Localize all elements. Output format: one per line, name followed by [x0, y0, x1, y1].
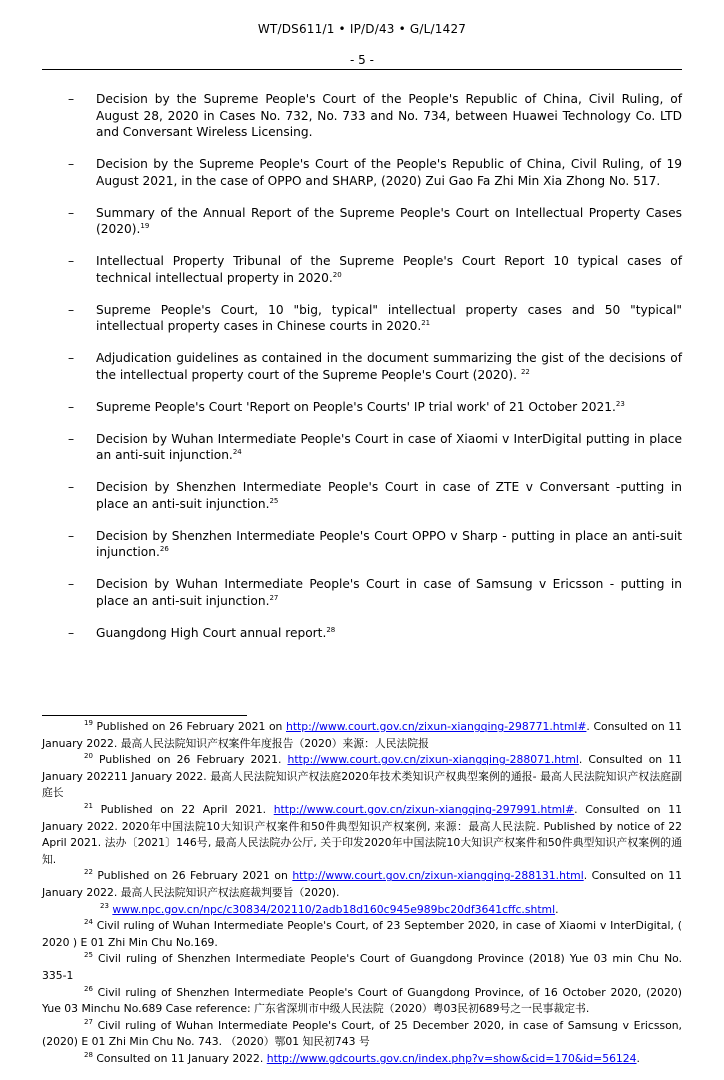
list-item — [68, 479, 682, 512]
footnote — [42, 918, 682, 951]
list-item — [68, 91, 682, 141]
list-item-text: Decision by the Supreme People's Court of the People's Republic of China, Civil Ruling, of 19 August 2021, in the case of OPPO and SHARP, (2020) Zui Gao Fa Zhi Min Xia Zhong No. 517. — [96, 157, 682, 188]
footnote-text: . — [636, 1051, 640, 1065]
bullet-dash: – — [68, 431, 75, 446]
bullet-dash: – — [68, 254, 75, 268]
list-item — [68, 431, 682, 464]
footnote-number: 21 — [84, 801, 93, 810]
footnote-text: Published on 26 February 2021 on — [92, 869, 293, 883]
footnote-text: Consulted on 11 January 2022. — [92, 1051, 267, 1065]
list-item-text: Decision by Shenzhen Intermediate People's Court in case of ZTE v Conversant -putting in place an anti-suit injunction. — [96, 480, 682, 511]
bullet-dash: – — [68, 528, 75, 543]
footnote — [42, 868, 682, 901]
footnote-ref[interactable]: 25 — [269, 496, 279, 505]
list-item-text: Decision by Wuhan Intermediate People's Court in case of Xiaomi v InterDigital putting in place an anti-suit injunction. — [96, 431, 682, 462]
footnote-ref[interactable]: 28 — [326, 625, 336, 634]
footnote-text: . Consulted on 11 January 2022. 最高人民法院知识产权案件年度报告（2020）来源：人民法院报 — [42, 720, 682, 750]
footnote-number: 22 — [84, 868, 93, 877]
list-item-text: Guangdong High Court annual report. — [96, 625, 327, 640]
bullet-dash: – — [68, 92, 75, 106]
header-divider — [42, 69, 682, 70]
list-item-text: Decision by Wuhan Intermediate People's Court in case of Samsung v Ericsson - putting in place an anti-suit injunction. — [96, 577, 682, 608]
footnote-ref[interactable]: 23 — [615, 399, 625, 408]
footnote — [42, 951, 682, 984]
footnote-ref[interactable]: 19 — [140, 222, 150, 230]
footnote-number: 26 — [84, 984, 93, 993]
footnote-ref[interactable]: 22 — [520, 367, 530, 376]
footnote-ref[interactable]: 27 — [269, 593, 279, 602]
bullet-dash: – — [68, 625, 75, 640]
footnote-link[interactable]: http://www.gdcourts.gov.cn/index.php?v=show&cid=170&id=56124 — [266, 1051, 637, 1065]
list-item — [68, 399, 682, 416]
footnote-link[interactable]: http://www.court.gov.cn/zixun-xiangqing-288071.html — [287, 753, 579, 767]
list-item-text: Decision by Shenzhen Intermediate People's Court OPPO v Sharp - putting in place an anti-suit injunction. — [96, 528, 682, 559]
list-item — [68, 205, 682, 238]
footnote-text: Civil ruling of Wuhan Intermediate People's Court, of 23 September 2020, in case of Xiaomi v InterDigital, ( 2020 ) E 01 Zhi Min Chu No.169. — [42, 919, 682, 949]
list-item — [68, 156, 682, 189]
document-reference: WT/DS611/1 • IP/D/43 • G/L/1427 — [257, 22, 467, 36]
list-item — [68, 350, 682, 383]
footnote-number: 28 — [84, 1050, 93, 1059]
footnote-link[interactable]: http://www.court.gov.cn/zixun-xiangqing-288131.html — [292, 869, 584, 883]
list-item-text: Decision by the Supreme People's Court of the People's Republic of China, Civil Ruling, of August 28, 2020 in Cases No. 732, No. 733 and No. 734, between Huawei Technology Co. LTD and Conversant Wireless Licensing. — [96, 92, 682, 139]
footnote-number: 23 — [100, 901, 109, 910]
footnote — [42, 719, 682, 752]
footnote-text: Published on 22 April 2021. — [92, 802, 274, 816]
bullet-dash: – — [68, 577, 75, 591]
footnote-text: Civil ruling of Shenzhen Intermediate People's Court of Guangdong Province, of 16 October 2020, (2020) Yue 03 Minchu No.689 Case reference: 广东省深圳市中级人民法院（2020）粤03民初689号之一民事裁定书. — [42, 985, 682, 1016]
footnote-text: . Consulted on 11 January 202211 January 2022. 最高人民法院知识产权法庭2020年技术类知识产权典型案例的通报- 最高人民法院知识产权法庭副庭长 — [42, 753, 682, 800]
bullet-dash: – — [68, 351, 75, 365]
footnote — [42, 1018, 682, 1051]
footnote-separator — [42, 715, 247, 716]
bullet-dash: – — [68, 205, 75, 220]
footnote-number: 25 — [84, 951, 93, 960]
footnote-ref[interactable]: 26 — [159, 545, 169, 553]
list-item-text: Intellectual Property Tribunal of the Supreme People's Court Report 10 typical cases of technical intellectual property in 2020. — [96, 254, 682, 285]
list-item — [68, 576, 682, 609]
bullet-dash: – — [68, 480, 75, 494]
list-item-text: Supreme People's Court, 10 "big, typical" intellectual property cases and 50 "typical" intellectual property cases in Chinese courts in 2020. — [96, 302, 682, 333]
footnote — [42, 752, 682, 802]
footnotes-section — [42, 719, 682, 1067]
footnote-text: Civil ruling of Wuhan Intermediate People's Court, of 25 December 2020, in case of Samsung v Ericsson, (2020) E 01 Zhi Min Chu No. 743. （2020）鄂01 知民初743 号 — [42, 1018, 682, 1049]
footnote-text: Published on 26 February 2021. — [92, 753, 288, 767]
footnote — [42, 985, 682, 1018]
list-item — [68, 302, 682, 335]
bullet-dash: – — [68, 157, 75, 171]
footnote-number: 24 — [84, 918, 93, 927]
decision-list — [68, 91, 682, 657]
footnote-number: 20 — [84, 752, 93, 761]
footnote-link[interactable]: www.npc.gov.cn/npc/c30834/202110/2adb18d160c945e989bc20df3641cffc.shtml — [112, 902, 556, 916]
footnote — [42, 1051, 682, 1068]
page-number: - 5 - — [350, 53, 374, 67]
list-item-text: Supreme People's Court 'Report on People's Courts' IP trial work' of 21 October 2021. — [96, 399, 616, 414]
footnote — [42, 802, 682, 868]
footnote-link[interactable]: http://www.court.gov.cn/zixun-xiangqing-298771.html# — [285, 720, 587, 733]
footnote-text: Published on 26 February 2021 on — [92, 720, 286, 733]
footnote-ref[interactable]: 20 — [332, 270, 342, 279]
footnote-number: 19 — [84, 719, 93, 727]
list-item — [68, 625, 682, 642]
footnote-ref[interactable]: 24 — [232, 448, 242, 456]
footnote-link[interactable]: http://www.court.gov.cn/zixun-xiangqing-297991.html# — [273, 802, 575, 816]
list-item-text: Summary of the Annual Report of the Supreme People's Court on Intellectual Property Cases (2020). — [96, 205, 682, 236]
bullet-dash: – — [68, 399, 75, 414]
list-item — [68, 253, 682, 286]
list-item-text: Adjudication guidelines as contained in the document summarizing the gist of the decisions of the intellectual property court of the Supreme People's Court (2020). — [96, 351, 682, 382]
footnote-number: 27 — [84, 1017, 93, 1026]
footnote-ref[interactable]: 21 — [421, 319, 431, 327]
bullet-dash: – — [68, 302, 75, 317]
footnote-text: . Consulted on 11 January 2022. 2020年中国法院10大知识产权案件和50件典型知识产权案例, 来源：最高人民法院. Published by notice of 22 April 2021. 法办〔2021〕146号, 最高人民法院办公厅, 关于印发2020年中国法院10大知识产权案件和50件典型知识产权案例的通知. — [42, 802, 682, 866]
footnote-text: Civil ruling of Shenzhen Intermediate People's Court of Guangdong Province (2018) Yue 03 min Chu No. 335-1 — [42, 952, 682, 982]
footnote — [42, 902, 682, 919]
footnote-text: . Consulted on 11 January 2022. 最高人民法院知识产权法庭裁判要旨（2020). — [42, 869, 682, 899]
footnote-text: . — [555, 902, 559, 916]
list-item — [68, 528, 682, 561]
